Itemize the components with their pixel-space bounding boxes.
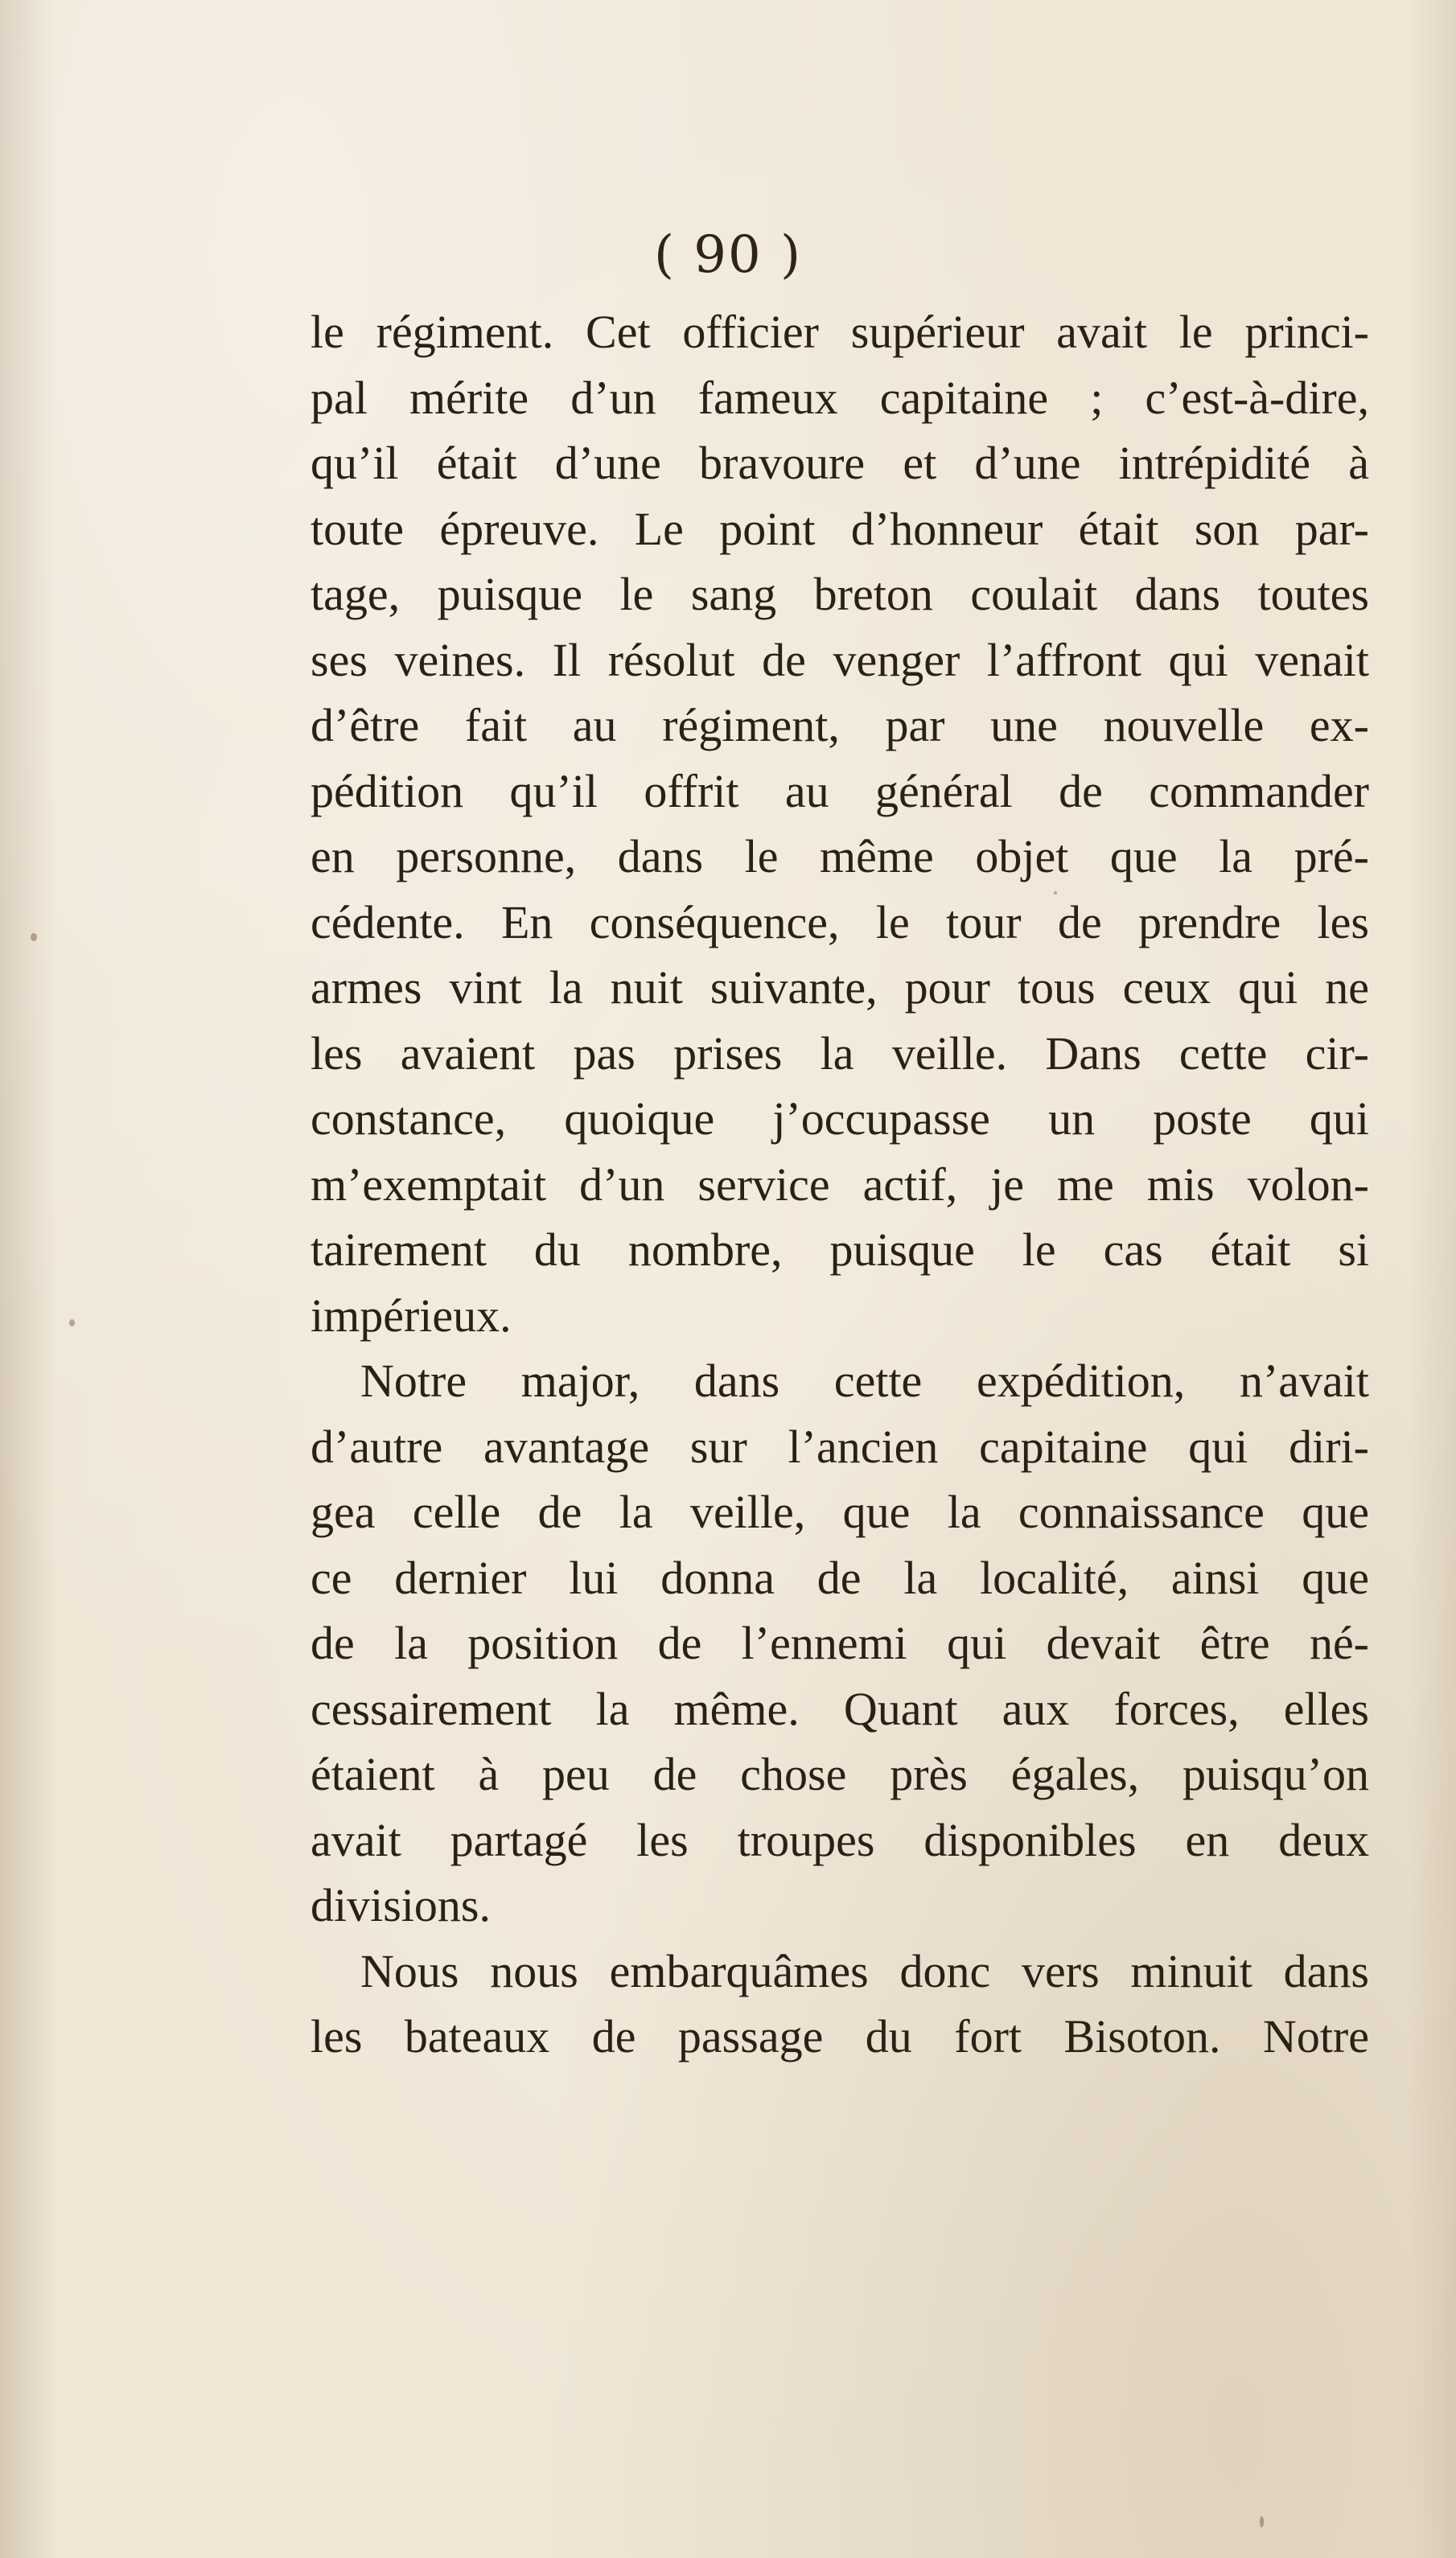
text-line: armes vint la nuit suivante, pour tous ceux qui ne (311, 961, 1369, 1014)
text-line: tairement du nombre, puisque le cas était si (311, 1223, 1369, 1276)
text-line: cessairement la même. Quant aux forces, elles (311, 1682, 1369, 1735)
text-line: les avaient pas prises la veille. Dans cette cir- (311, 1026, 1369, 1080)
text-line: pédition qu’il offrit au général de commander (311, 764, 1369, 817)
text-line: m’exemptait d’un service actif, je me mis volon- (311, 1158, 1369, 1211)
text-line: impérieux. (311, 1289, 512, 1342)
paragraph (311, 1939, 1369, 2070)
ink-spot (69, 1319, 75, 1326)
text-line: pal mérite d’un fameux capitaine ; c’est-à-dire, (311, 371, 1369, 424)
page-number: ( 90 ) (653, 225, 803, 285)
text-line: divisions. (311, 1879, 491, 1931)
text-line: avait partagé les troupes disponibles en deux (311, 1813, 1369, 1866)
text-line: d’autre avantage sur l’ancien capitaine qui diri- (311, 1420, 1369, 1473)
text-line: ce dernier lui donna de la localité, ainsi que (311, 1551, 1369, 1604)
text-line: constance, quoique j’occupasse un poste qui (311, 1092, 1369, 1145)
ink-spot (31, 933, 37, 941)
text-line: les bateaux de passage du fort Bisoton. Notre (311, 2010, 1369, 2062)
text-line: le régiment. Cet officier supérieur avait le princi- (311, 306, 1369, 358)
text-line: toute épreuve. Le point d’honneur était son par- (311, 502, 1369, 555)
text-line: gea celle de la veille, que la connaissance que (311, 1486, 1369, 1538)
body-text (311, 299, 1369, 2070)
text-line: Nous nous embarquâmes donc vers minuit dans (360, 1944, 1369, 1997)
text-line: ses veines. Il résolut de venger l’affront qui venait (311, 633, 1369, 686)
text-line: de la position de l’ennemi qui devait être né- (311, 1617, 1369, 1669)
text-line: tage, puisque le sang breton coulait dans toutes (311, 568, 1369, 620)
text-line: Notre major, dans cette expédition, n’avait (360, 1355, 1369, 1407)
text-line: en personne, dans le même objet que la pré- (311, 830, 1369, 882)
paragraph (311, 299, 1369, 1348)
text-line: cédente. En conséquence, le tour de prendre les (311, 895, 1369, 948)
text-line: étaient à peu de chose près égales, puisqu’on (311, 1748, 1369, 1800)
ink-spot (1260, 2516, 1264, 2527)
text-line: d’être fait au régiment, par une nouvelle ex- (311, 699, 1369, 751)
text-line: qu’il était d’une bravoure et d’une intrépidité à (311, 437, 1369, 489)
paragraph (311, 1348, 1369, 1939)
